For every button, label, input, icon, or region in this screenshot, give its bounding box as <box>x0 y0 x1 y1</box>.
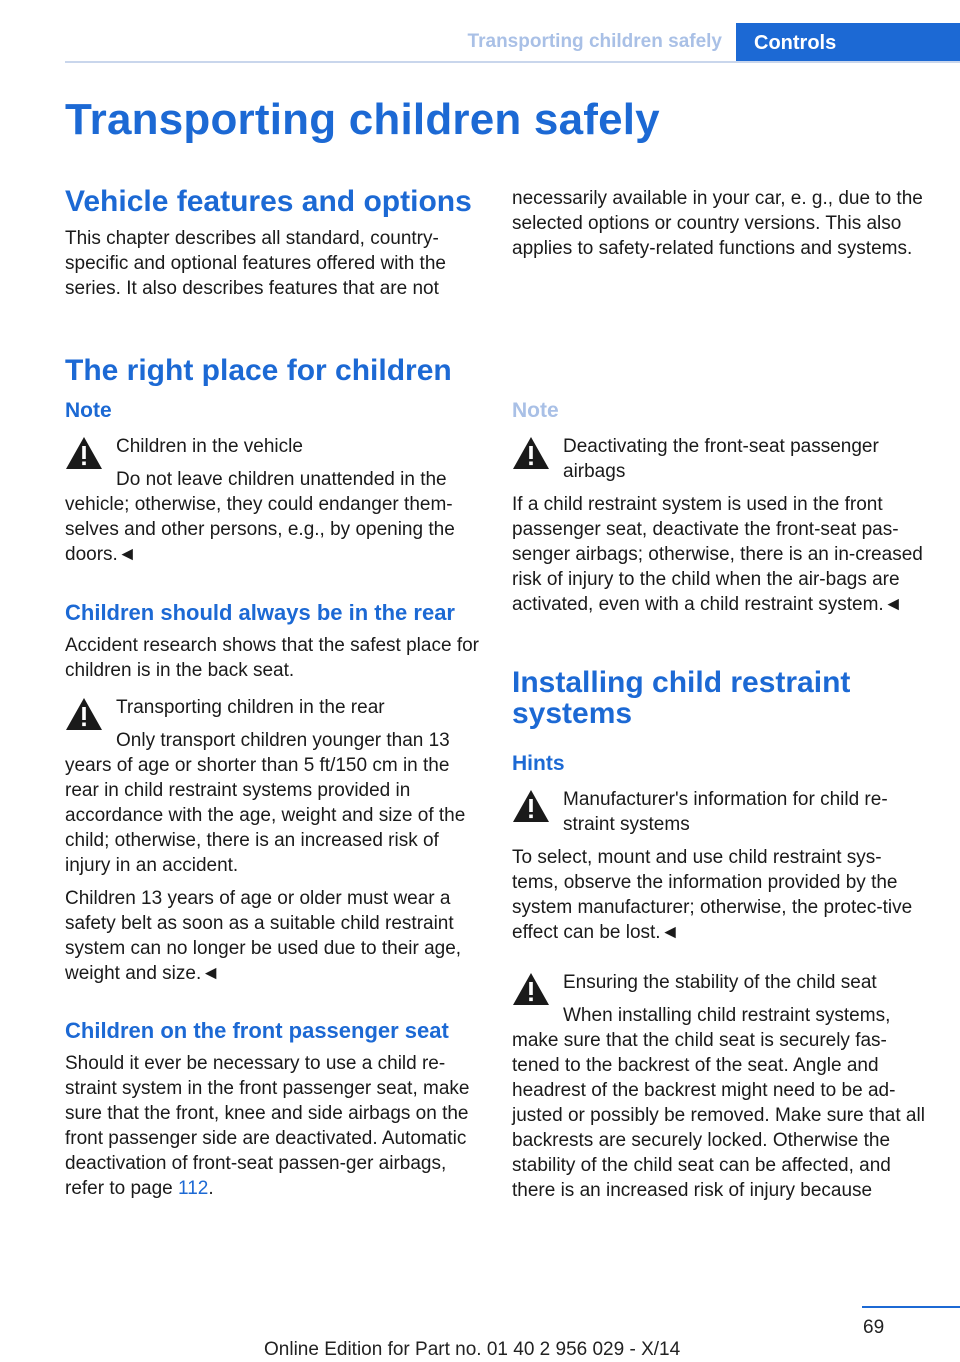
warning-body: To select, mount and use child restraint sys-tems, observe the information provided by the system manufacturer; otherwise, the protec-tive effect can be lost.◄ <box>512 847 913 943</box>
edition-footer: Online Edition for Part no. 01 40 2 956 029 - X/14 <box>264 1339 681 1360</box>
warning-body: Do not leave children unattended in the vehicle; otherwise, they could endanger them-selves and other persons, e.g., by opening the doors.◄ <box>65 469 455 565</box>
vehicle-features-continued <box>512 186 927 261</box>
vehicle-features-text-b: necessarily available in your car, e. g., due to the selected options or country versions. This also applies to safety-related functions and systems. <box>512 188 923 259</box>
warning-triangle-icon <box>65 436 103 470</box>
warning-triangle-icon <box>65 697 103 731</box>
warning-child-seat-stability <box>512 970 927 1203</box>
warning-title: Manufacturer's information for child re-straint systems <box>563 789 888 835</box>
warning-triangle-icon <box>512 972 550 1006</box>
warning-triangle-icon <box>512 436 550 470</box>
warning-title: Transporting children in the rear <box>116 697 385 718</box>
warning-rear <box>65 695 480 878</box>
vehicle-features-block <box>65 186 480 301</box>
vehicle-features-text-a: This chapter describes all standard, country-specific and optional features offered with the series. It also describes features that are not <box>65 228 446 299</box>
warning-body: When installing child restraint systems, make sure that the child seat is securely fas-tened to the backrest of the seat. Angle and headrest of the backrest might need to be ad-justed or possibly be removed. Make sure that all backrests are securely locked. Otherwise the stability of the child seat can be affected, and there is an increased risk of injury because <box>512 1005 925 1201</box>
header-rule <box>65 61 960 63</box>
warning-triangle-icon <box>512 789 550 823</box>
warning-body: If a child restraint system is used in the front passenger seat, deactivate the front-seat pas-senger airbags; otherwise, there is an in-creased risk of injury to the child when the air-bags are activated, even with a child restraint system.◄ <box>512 494 923 615</box>
page-link[interactable]: 112 <box>178 1178 209 1199</box>
right-place-heading: The right place for children <box>65 354 452 387</box>
note1-label: Note <box>65 399 112 422</box>
front-heading: Children on the front passenger seat <box>65 1018 449 1043</box>
warning-body: Only transport children younger than 13 years of age or shorter than 5 ft/150 cm in the rear in child restraint systems provided in accordance with the age, weight and size of the child; otherwise, there is an increased risk of injury in an accident. <box>65 730 466 876</box>
warning-title: Ensuring the stability of the child seat <box>563 972 877 993</box>
front-text-body: Should it ever be necessary to use a child re-straint system in the front passenger seat, make sure that the front, knee and side airbags on the front passenger side are deactivated. Automatic deactivation of front-seat passen-ger airbags, refer to page <box>65 1053 470 1199</box>
front-text-end: . <box>208 1178 214 1199</box>
warning-children-in-vehicle <box>65 434 480 567</box>
installing-heading: Installing child restraint systems <box>512 666 851 730</box>
warning-title: Deactivating the front-seat passenger airbags <box>563 436 879 482</box>
warning-title: Children in the vehicle <box>116 436 303 457</box>
rear-heading: Children should always be in the rear <box>65 600 455 625</box>
warning-manufacturer-info <box>512 787 927 837</box>
rear-text: Accident research shows that the safest place for children is in the back seat. <box>65 635 479 681</box>
warning-deactivating-airbags <box>512 434 927 484</box>
hints-label: Hints <box>512 752 565 775</box>
rear-text-2: Children 13 years of age or older must wear a safety belt as soon as a suitable child restraint system can no longer be used due to their age, weight and size.◄ <box>65 888 462 984</box>
page-number: 69 <box>863 1317 885 1338</box>
front-text <box>65 1051 480 1201</box>
footer-rule <box>862 1306 960 1308</box>
vehicle-features-heading: Vehicle features and options <box>65 185 472 218</box>
left-column <box>65 398 480 1201</box>
note2-label: Note <box>512 399 559 422</box>
header-section-title: Transporting children safely <box>467 31 722 52</box>
header-controls-tab[interactable]: Controls <box>736 23 960 63</box>
right-column <box>512 398 927 1203</box>
page-header <box>0 0 960 62</box>
page-title: Transporting children safely <box>65 95 660 144</box>
